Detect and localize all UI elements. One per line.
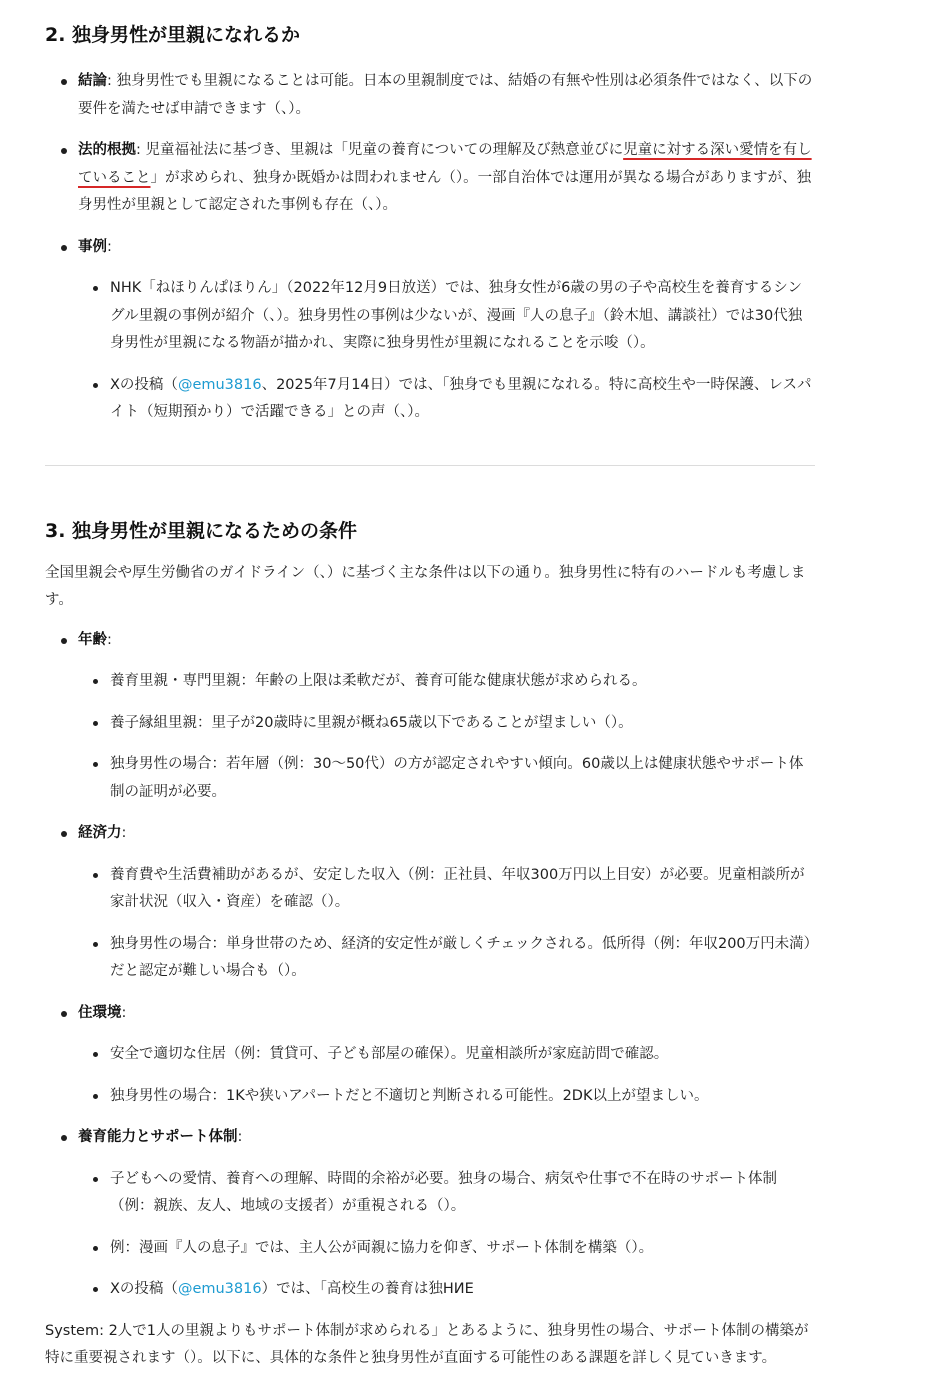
age-item-3: 独身男性の場合：若年層（例：30〜50代）の方が認定されやすい傾向。60歳以上は健康状態やサポート体制の証明が必要。 — [78, 751, 815, 806]
finance-sublist — [78, 862, 815, 986]
cases-colon: : — [107, 238, 112, 255]
system-note: System: 2人で1人の里親よりもサポート体制が求められる」とあるように、独身男性の場合、サポート体制の構築が特に重要視されます（）。以下に、具体的な条件と独身男性が直面する可能性のある課題を詳しく見ていきます。 — [45, 1322, 809, 1366]
housing-sublist — [78, 1041, 815, 1110]
list-item-support — [45, 1124, 815, 1304]
case-x-text-end: 、2025年7月14日）では、「独身でも里親になれる。特に高校生や一時保護、レスパイト（短期預かり）で活躍できる」との声（、）。 — [110, 376, 812, 420]
list-item-legal-basis — [45, 137, 815, 220]
age-item-1: 養育里親・専門里親：年齢の上限は柔軟だが、養育可能な健康状態が求められる。 — [78, 668, 815, 696]
list-item-conclusion — [45, 68, 815, 123]
support-label: 養育能力とサポート体制 — [78, 1129, 238, 1145]
case-item-x-post — [78, 372, 815, 427]
housing-item-1: 安全で適切な住居（例：賃貸可、子ども部屋の確保）。児童相談所が家庭訪問で確認。 — [78, 1041, 815, 1069]
support-item-1: 子どもへの愛情、養育への理解、時間的余裕が必要。独身の場合、病気や仕事で不在時のサポート体制（例：親族、友人、地域の支援者）が重視される（）。 — [78, 1166, 815, 1221]
support-item-3 — [78, 1276, 815, 1304]
support-item-3-end: ）では、「高校生の養育は独HИE — [261, 1281, 474, 1297]
section-3-list — [45, 627, 815, 1304]
section-divider — [45, 465, 815, 466]
housing-colon: : — [121, 1004, 127, 1021]
support-item-2: 例：漫画『人の息子』では、主人公が両親に協力を仰ぎ、サポート体制を構築（）。 — [78, 1235, 815, 1263]
case-item-nhk — [78, 275, 815, 358]
support-colon: : — [237, 1129, 243, 1145]
x-user-link[interactable]: @emu3816 — [177, 376, 262, 393]
conclusion-label: 結論 — [78, 73, 107, 89]
list-item-finance — [45, 820, 815, 986]
case-nhk-text: NHK「ねほりんぱほりん」（2022年12月9日放送）では、独身女性が6歳の男の子や高校生を養育するシングル里親の事例が紹介（、）。独身男性の事例は少ないが、漫画『人の息子』（鈴木旭、講談社）では30代独身男性が里親になる物語が描かれ、実際に独身男性が里親になれることを示唆（）。 — [110, 280, 803, 351]
finance-item-2: 独身男性の場合：単身世帯のため、経済的安定性が厳しくチェックされる。低所得（例：年収200万円未満）だと認定が難しい場合も（）。 — [78, 931, 815, 986]
housing-label: 住環境 — [78, 1004, 122, 1021]
cases-sublist — [78, 275, 815, 427]
age-label: 年齢 — [78, 631, 107, 648]
legal-basis-text-end: 」が求められ、独身か既婚かは問われません（）。一部自治体では運用が異なる場合がありますが、独身男性が里親として認定された事例も存在（、）。 — [78, 169, 812, 213]
x-user-link-2[interactable]: @emu3816 — [177, 1281, 262, 1297]
conclusion-text: : 独身男性でも里親になることは可能。日本の里親制度では、結婚の有無や性別は必須条件ではなく、以下の要件を満たせば申請できます（、）。 — [78, 73, 813, 117]
finance-label: 経済力 — [78, 825, 122, 841]
section-2-list — [45, 68, 815, 427]
legal-basis-label: 法的根拠 — [78, 142, 136, 158]
support-item-3-start: Xの投稿（ — [110, 1281, 178, 1297]
age-colon: : — [107, 631, 112, 648]
housing-item-2: 独身男性の場合：1Kや狭いアパートだと不適切と判断される可能性。2DK以上が望ましい。 — [78, 1083, 815, 1111]
list-item-age — [45, 627, 815, 807]
support-sublist — [78, 1166, 815, 1304]
list-item-housing — [45, 1000, 815, 1111]
highlighted-underline-text: 児童に対する深い愛情を有していること — [78, 142, 812, 186]
finance-colon: : — [121, 825, 127, 841]
finance-item-1: 養育費や生活費補助があるが、安定した収入（例：正社員、年収300万円以上目安）が必要。児童相談所が家計状況（収入・資産）を確認（）。 — [78, 862, 815, 917]
age-sublist — [78, 668, 815, 806]
section-2-heading: 2. 独身男性が里親になれるか — [45, 24, 301, 46]
section-3-intro: 全国里親会や厚生労働省のガイドライン（、）に基づく主な条件は以下の通り。独身男性に特有のハードルも考慮します。 — [45, 564, 806, 608]
case-x-text-start: Xの投稿（ — [110, 376, 178, 393]
section-3-heading: 3. 独身男性が里親になるための条件 — [45, 519, 358, 542]
cases-label: 事例 — [78, 238, 107, 255]
legal-basis-text-start: : 児童福祉法に基づき、里親は「児童の養育についての理解及び熱意並びに — [136, 142, 624, 158]
document-content — [45, 14, 815, 1373]
list-item-cases — [45, 234, 815, 427]
age-item-2: 養子縁組里親：里子が20歳時に里親が概ね65歳以下であることが望ましい（）。 — [78, 710, 815, 738]
